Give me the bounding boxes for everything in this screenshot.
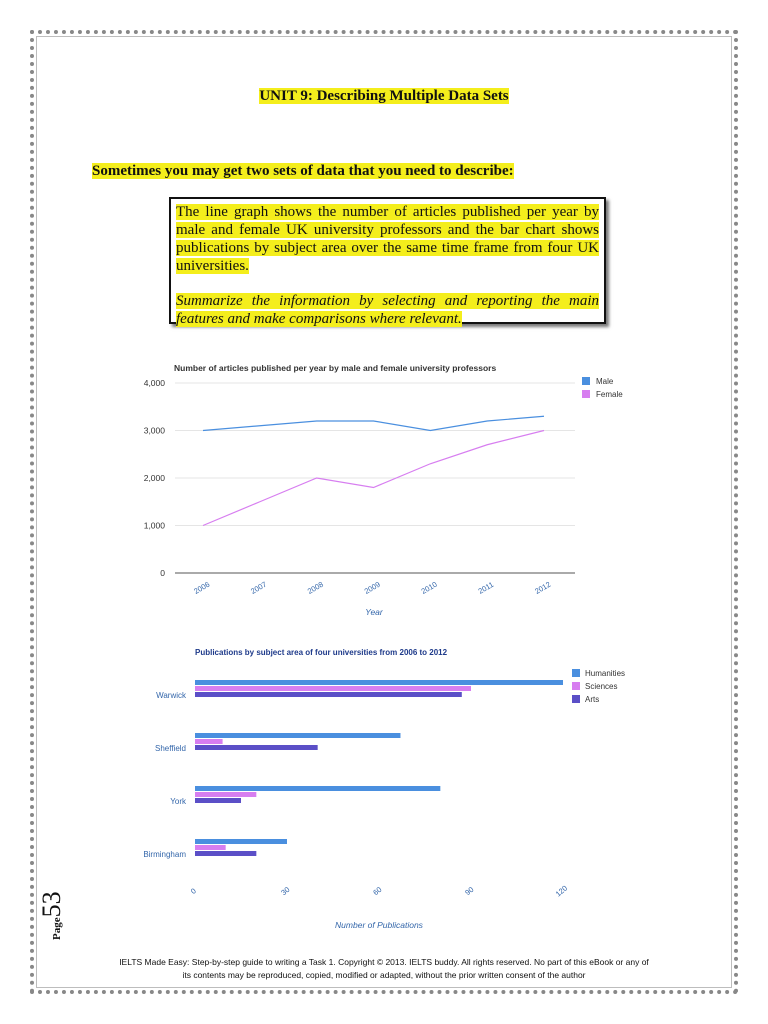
line-chart-title: Number of articles published per year by male and female university professors [174, 363, 497, 373]
footer [0, 956, 768, 982]
bar-arts [195, 692, 462, 697]
bar-humanities [195, 680, 563, 685]
x-tick-label: 30 [279, 884, 292, 898]
bar-chart-title: Publications by subject area of four universities from 2006 to 2012 [195, 648, 448, 657]
x-tick-label: 0 [188, 886, 198, 896]
x-tick-label: 60 [371, 884, 384, 898]
bar-humanities [195, 733, 400, 738]
legend-swatch-female [582, 390, 590, 398]
page-number-value: 53 [37, 891, 66, 918]
x-tick-label: 120 [553, 883, 570, 899]
line-chart-x-axis-label: Year [365, 607, 383, 617]
y-tick-label: 0 [160, 568, 165, 578]
y-tick-label: 2,000 [143, 473, 165, 483]
legend-swatch-humanities [572, 669, 580, 677]
bar-chart-x-axis-label: Number of Publications [335, 920, 423, 930]
unit-title: UNIT 9: Describing Multiple Data Sets [259, 88, 509, 104]
prompt-paragraph: The line graph shows the number of articles published per year by male and female UK university professors and the bar chart shows publications by subject area over the same time frame from four UK universities. [176, 204, 599, 274]
category-label: Sheffield [155, 744, 186, 753]
footer-line-2: its contents may be reproduced, copied, modified or adapted, without the prior written consent of the author [182, 970, 586, 980]
bar-humanities [195, 839, 287, 844]
x-tick-label: 2009 [362, 579, 382, 596]
y-tick-label: 4,000 [143, 378, 165, 388]
prompt-instruction: Summarize the information by selecting and reporting the main features and make comparisons where relevant. [176, 293, 599, 327]
legend-label-male: Male [596, 377, 614, 386]
bar-arts [195, 745, 318, 750]
legend-swatch-sciences [572, 682, 580, 690]
x-tick-label: 2010 [419, 579, 439, 596]
category-label: Birmingham [143, 850, 186, 859]
category-label: York [170, 797, 186, 806]
series-line-male [203, 416, 544, 430]
legend-label-humanities: Humanities [585, 669, 626, 678]
x-tick-label: 2012 [533, 579, 553, 596]
bar-arts [195, 798, 241, 803]
bar-chart [120, 640, 650, 940]
y-tick-label: 3,000 [143, 425, 165, 436]
legend-label-arts: Arts [585, 695, 600, 704]
line-chart [120, 355, 650, 625]
intro-text: Sometimes you may get two sets of data that you need to describe: [92, 163, 514, 179]
category-label: Warwick [156, 691, 186, 700]
legend-label-female: Female [596, 390, 623, 399]
x-tick-label: 2006 [192, 579, 212, 596]
y-tick-label: 1,000 [143, 520, 165, 531]
bar-sciences [195, 792, 256, 797]
page-number-prefix: Page [51, 917, 63, 940]
x-tick-label: 2007 [249, 579, 269, 596]
svg-text:Page53 [37, 891, 66, 940]
x-tick-label: 90 [463, 884, 476, 898]
bar-arts [195, 851, 256, 856]
bar-sciences [195, 739, 223, 744]
x-tick-label: 2008 [305, 579, 325, 596]
bar-sciences [195, 845, 226, 850]
legend-swatch-male [582, 377, 590, 385]
legend-label-sciences: Sciences [585, 682, 618, 691]
bar-humanities [195, 786, 440, 791]
legend-swatch-arts [572, 695, 580, 703]
page-number [37, 862, 82, 942]
footer-line-1: IELTS Made Easy: Step-by-step guide to writing a Task 1. Copyright © 2013. IELTS buddy. All rights reserved. No part of this eBook or any of [119, 957, 649, 967]
x-tick-label: 2011 [476, 579, 496, 596]
task-prompt-box [169, 197, 606, 327]
bar-sciences [195, 686, 471, 691]
